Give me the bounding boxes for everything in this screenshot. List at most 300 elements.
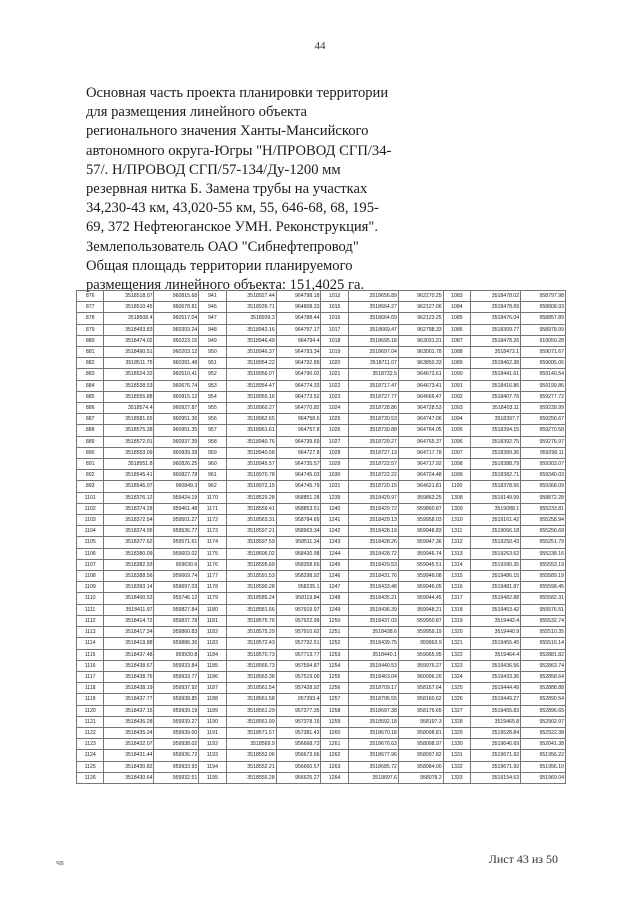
x-coordinate-cell: 3519161.42 bbox=[470, 515, 520, 526]
point-number-cell: 1189 bbox=[199, 705, 226, 716]
table-row bbox=[77, 470, 566, 481]
x-coordinate-cell: 3518664.27 bbox=[348, 302, 398, 313]
x-coordinate-cell: 3518382.93 bbox=[104, 559, 154, 570]
y-coordinate-cell: 959938.85 bbox=[154, 694, 199, 705]
point-number-cell: 1088 bbox=[443, 347, 470, 358]
point-number-cell: 1109 bbox=[77, 582, 104, 593]
x-coordinate-cell: 3518437.15 bbox=[104, 705, 154, 716]
x-coordinate-cell: 3519263.62 bbox=[470, 548, 520, 559]
y-coordinate-cell: 958298.92 bbox=[276, 571, 321, 582]
point-number-cell: 1020 bbox=[321, 358, 348, 369]
y-coordinate-cell: 960951.36 bbox=[154, 414, 199, 425]
x-coordinate-cell: 3519154.63 bbox=[470, 772, 520, 783]
point-number-cell: 1264 bbox=[321, 772, 348, 783]
point-number-cell: 878 bbox=[77, 313, 104, 324]
x-coordinate-cell: 3518946.37 bbox=[226, 347, 276, 358]
point-number-cell: 1253 bbox=[321, 649, 348, 660]
y-coordinate-cell: 964621.81 bbox=[398, 481, 443, 492]
x-coordinate-cell: 3518572.01 bbox=[104, 436, 154, 447]
point-number-cell: 1025 bbox=[321, 414, 348, 425]
y-coordinate-cell: 964745.79 bbox=[276, 481, 321, 492]
table-row bbox=[77, 559, 566, 570]
point-number-cell: 1195 bbox=[199, 772, 226, 783]
table-row bbox=[77, 369, 566, 380]
point-number-cell: 1244 bbox=[321, 548, 348, 559]
point-number-cell: 885 bbox=[77, 391, 104, 402]
x-coordinate-cell: 3518669.47 bbox=[348, 324, 398, 335]
point-number-cell: 1326 bbox=[443, 694, 470, 705]
y-coordinate-cell: 958797.98 bbox=[521, 291, 566, 302]
y-coordinate-cell: 959071.67 bbox=[521, 347, 566, 358]
point-number-cell: 1094 bbox=[443, 414, 470, 425]
point-number-cell: 958 bbox=[199, 436, 226, 447]
x-coordinate-cell: 3518392.75 bbox=[470, 436, 520, 447]
x-coordinate-cell: 3518429.13 bbox=[348, 515, 398, 526]
y-coordinate-cell: 955251.79 bbox=[521, 537, 566, 548]
point-number-cell: 952 bbox=[199, 369, 226, 380]
page-number: 44 bbox=[314, 40, 326, 52]
x-coordinate-cell: 3518429.72 bbox=[348, 503, 398, 514]
point-number-cell: 946 bbox=[199, 302, 226, 313]
point-number-cell: 893 bbox=[77, 481, 104, 492]
point-number-cell: 960 bbox=[199, 459, 226, 470]
x-coordinate-cell: 3518389.36 bbox=[470, 447, 520, 458]
x-coordinate-cell: 3518478.26 bbox=[470, 335, 520, 346]
y-coordinate-cell: 958078.2 bbox=[398, 772, 443, 783]
point-number-cell: 1117 bbox=[77, 671, 104, 682]
x-coordinate-cell: 3518388.56 bbox=[104, 571, 154, 582]
x-coordinate-cell: 3518380.09 bbox=[104, 548, 154, 559]
table-row bbox=[77, 447, 566, 458]
y-coordinate-cell: 958098.97 bbox=[398, 739, 443, 750]
point-number-cell: 1024 bbox=[321, 403, 348, 414]
y-coordinate-cell: 951956.10 bbox=[521, 761, 566, 772]
y-coordinate-cell: 959501.27 bbox=[154, 515, 199, 526]
y-coordinate-cell: 964739.69 bbox=[276, 436, 321, 447]
point-number-cell: 887 bbox=[77, 414, 104, 425]
y-coordinate-cell: 959963.9 bbox=[398, 638, 443, 649]
x-coordinate-cell: 3518429.53 bbox=[348, 559, 398, 570]
point-number-cell: 1086 bbox=[443, 324, 470, 335]
x-coordinate-cell: 3518597.59 bbox=[226, 537, 276, 548]
point-number-cell: 1124 bbox=[77, 750, 104, 761]
point-number-cell: 876 bbox=[77, 291, 104, 302]
y-coordinate-cell: 958098.81 bbox=[398, 727, 443, 738]
point-number-cell: 962 bbox=[199, 481, 226, 492]
point-number-cell: 1239 bbox=[321, 492, 348, 503]
point-number-cell: 1317 bbox=[443, 593, 470, 604]
title-line: Землепользователь ОАО "Сибнефтепровод" bbox=[86, 238, 359, 255]
table-row bbox=[77, 627, 566, 638]
table-row bbox=[77, 358, 566, 369]
x-coordinate-cell: 3519066.18 bbox=[470, 526, 520, 537]
y-coordinate-cell: 952858.64 bbox=[521, 671, 566, 682]
y-coordinate-cell: 957428.92 bbox=[276, 683, 321, 694]
x-coordinate-cell: 3518563.38 bbox=[226, 671, 276, 682]
x-coordinate-cell: 3518972.15 bbox=[226, 481, 276, 492]
x-coordinate-cell: 3518730.88 bbox=[348, 425, 398, 436]
point-number-cell: 1096 bbox=[443, 436, 470, 447]
table-row bbox=[77, 291, 566, 302]
point-number-cell: 888 bbox=[77, 425, 104, 436]
x-coordinate-cell: 3518595.69 bbox=[226, 559, 276, 570]
y-coordinate-cell: 960391.48 bbox=[154, 358, 199, 369]
y-coordinate-cell: 964728.53 bbox=[398, 403, 443, 414]
x-coordinate-cell: 3518581.65 bbox=[104, 414, 154, 425]
y-coordinate-cell: 957519.00 bbox=[276, 671, 321, 682]
x-coordinate-cell: 3518417.34 bbox=[104, 627, 154, 638]
y-coordinate-cell: 955553.19 bbox=[521, 559, 566, 570]
y-coordinate-cell: 959948.83 bbox=[398, 526, 443, 537]
point-number-cell: 1313 bbox=[443, 548, 470, 559]
x-coordinate-cell: 3518463.04 bbox=[348, 671, 398, 682]
x-coordinate-cell: 3518561.54 bbox=[226, 683, 276, 694]
x-coordinate-cell: 3518720.15 bbox=[348, 481, 398, 492]
point-number-cell: 951 bbox=[199, 358, 226, 369]
table-row bbox=[77, 772, 566, 783]
point-number-cell: 1021 bbox=[321, 369, 348, 380]
point-number-cell: 1308 bbox=[443, 492, 470, 503]
x-coordinate-cell: 3518552.06 bbox=[226, 750, 276, 761]
y-coordinate-cell: 960517.04 bbox=[154, 313, 199, 324]
x-coordinate-cell: 3518695.18 bbox=[348, 335, 398, 346]
y-coordinate-cell: 959863.25 bbox=[398, 492, 443, 503]
x-coordinate-cell: 3518510.45 bbox=[104, 302, 154, 313]
y-coordinate-cell: 959536.77 bbox=[154, 526, 199, 537]
y-coordinate-cell: 958978.99 bbox=[521, 324, 566, 335]
x-coordinate-cell: 3518961.61 bbox=[226, 425, 276, 436]
x-coordinate-cell: 3519646.69 bbox=[470, 739, 520, 750]
x-coordinate-cell: 3518430.82 bbox=[104, 761, 154, 772]
x-coordinate-cell: 3518493.83 bbox=[104, 324, 154, 335]
y-coordinate-cell: 958097.82 bbox=[398, 750, 443, 761]
y-coordinate-cell: 963001.78 bbox=[398, 347, 443, 358]
y-coordinate-cell: 959939.00 bbox=[154, 727, 199, 738]
x-coordinate-cell: 3518561.29 bbox=[226, 705, 276, 716]
point-number-cell: 1027 bbox=[321, 436, 348, 447]
x-coordinate-cell: 3518437.03 bbox=[348, 615, 398, 626]
x-coordinate-cell: 3518722.22 bbox=[348, 470, 398, 481]
x-coordinate-cell: 3519528.84 bbox=[470, 727, 520, 738]
point-number-cell: 1114 bbox=[77, 638, 104, 649]
y-coordinate-cell: 952863.74 bbox=[521, 660, 566, 671]
x-coordinate-cell: 3518597.21 bbox=[226, 526, 276, 537]
x-coordinate-cell: 3519088.1 bbox=[470, 503, 520, 514]
x-coordinate-cell: 3518430.64 bbox=[104, 772, 154, 783]
y-coordinate-cell: 958235.1 bbox=[276, 582, 321, 593]
y-coordinate-cell: 955532.74 bbox=[521, 615, 566, 626]
y-coordinate-cell: 959946.74 bbox=[398, 548, 443, 559]
x-coordinate-cell: 3518474.02 bbox=[104, 335, 154, 346]
point-number-cell: 1249 bbox=[321, 604, 348, 615]
y-coordinate-cell: 964758.6 bbox=[276, 414, 321, 425]
point-number-cell: 1018 bbox=[321, 335, 348, 346]
point-number-cell: 1243 bbox=[321, 537, 348, 548]
y-coordinate-cell: 957594.87 bbox=[276, 660, 321, 671]
y-coordinate-cell: 955256.69 bbox=[521, 526, 566, 537]
y-coordinate-cell: 959860.83 bbox=[154, 627, 199, 638]
y-coordinate-cell: 959860.87 bbox=[398, 503, 443, 514]
point-number-cell: 1327 bbox=[443, 705, 470, 716]
table-row bbox=[77, 716, 566, 727]
table-row bbox=[77, 414, 566, 425]
point-number-cell: 1310 bbox=[443, 515, 470, 526]
x-coordinate-cell: 3518590.28 bbox=[226, 582, 276, 593]
point-number-cell: 1093 bbox=[443, 403, 470, 414]
y-coordinate-cell: 959827.84 bbox=[154, 604, 199, 615]
y-coordinate-cell: 959947.36 bbox=[398, 537, 443, 548]
point-number-cell: 1319 bbox=[443, 615, 470, 626]
y-coordinate-cell: 959946.05 bbox=[398, 582, 443, 593]
x-coordinate-cell: 3519449.27 bbox=[470, 694, 520, 705]
y-coordinate-cell: 959933.93 bbox=[154, 761, 199, 772]
x-coordinate-cell: 3518508.4 bbox=[104, 313, 154, 324]
point-number-cell: 1084 bbox=[443, 302, 470, 313]
y-coordinate-cell: 956660.57 bbox=[276, 761, 321, 772]
x-coordinate-cell: 3518730.53 bbox=[348, 414, 398, 425]
x-coordinate-cell: 3518478.02 bbox=[470, 291, 520, 302]
x-coordinate-cell: 3518561.99 bbox=[226, 716, 276, 727]
y-coordinate-cell: 960815.68 bbox=[154, 291, 199, 302]
table-row bbox=[77, 660, 566, 671]
y-coordinate-cell: 956625.27 bbox=[276, 772, 321, 783]
y-coordinate-cell: 959276.97 bbox=[521, 436, 566, 447]
point-number-cell: 1177 bbox=[199, 571, 226, 582]
table-row bbox=[77, 727, 566, 738]
point-number-cell: 1309 bbox=[443, 503, 470, 514]
y-coordinate-cell: 964673.61 bbox=[398, 369, 443, 380]
y-coordinate-cell: 959930.8 bbox=[154, 649, 199, 660]
x-coordinate-cell: 3518462.38 bbox=[470, 358, 520, 369]
y-coordinate-cell: 952902.97 bbox=[521, 716, 566, 727]
x-coordinate-cell: 3518555.88 bbox=[104, 391, 154, 402]
point-number-cell: 1186 bbox=[199, 671, 226, 682]
point-number-cell: 1248 bbox=[321, 593, 348, 604]
point-number-cell: 1098 bbox=[443, 459, 470, 470]
table-row bbox=[77, 436, 566, 447]
y-coordinate-cell: 959958.03 bbox=[398, 515, 443, 526]
point-number-cell: 1188 bbox=[199, 694, 226, 705]
y-coordinate-cell: 964745.03 bbox=[276, 470, 321, 481]
y-coordinate-cell: 964798.18 bbox=[276, 291, 321, 302]
point-number-cell: 1100 bbox=[443, 481, 470, 492]
title-line: Общая площадь территории планируемого bbox=[86, 257, 353, 274]
x-coordinate-cell: 3518575.38 bbox=[104, 425, 154, 436]
point-number-cell: 1031 bbox=[321, 481, 348, 492]
x-coordinate-cell: 3518511.75 bbox=[104, 358, 154, 369]
y-coordinate-cell: 964808.33 bbox=[276, 302, 321, 313]
y-coordinate-cell: 959199.86 bbox=[521, 380, 566, 391]
point-number-cell: 1255 bbox=[321, 671, 348, 682]
sheet-label: Лист 43 из 50 bbox=[488, 852, 558, 866]
point-number-cell: 1085 bbox=[443, 313, 470, 324]
y-coordinate-cell: 952041.38 bbox=[521, 739, 566, 750]
point-number-cell: 1322 bbox=[443, 649, 470, 660]
y-coordinate-cell: 958853.51 bbox=[276, 503, 321, 514]
point-number-cell: 1257 bbox=[321, 694, 348, 705]
y-coordinate-cell: 957713.77 bbox=[276, 649, 321, 660]
point-number-cell: 1015 bbox=[321, 302, 348, 313]
x-coordinate-cell: 3518428.72 bbox=[348, 548, 398, 559]
x-coordinate-cell: 3518309.77 bbox=[470, 324, 520, 335]
y-coordinate-cell: 959603.02 bbox=[154, 548, 199, 559]
point-number-cell: 1193 bbox=[199, 750, 226, 761]
point-number-cell: 956 bbox=[199, 414, 226, 425]
point-number-cell: 884 bbox=[77, 380, 104, 391]
x-coordinate-cell: 3518677.96 bbox=[348, 750, 398, 761]
x-coordinate-cell: 3518538.53 bbox=[104, 380, 154, 391]
y-coordinate-cell: 955598.45 bbox=[521, 582, 566, 593]
y-coordinate-cell: 957922.99 bbox=[276, 615, 321, 626]
point-number-cell: 1095 bbox=[443, 425, 470, 436]
x-coordinate-cell: 3518374.95 bbox=[104, 526, 154, 537]
x-coordinate-cell: 3518732.5 bbox=[348, 369, 398, 380]
title-line: регионального значения Ханты-Мансийского bbox=[86, 123, 369, 140]
point-number-cell: 1111 bbox=[77, 604, 104, 615]
y-coordinate-cell: 964788.44 bbox=[276, 313, 321, 324]
x-coordinate-cell: 3518697.04 bbox=[348, 347, 398, 358]
x-coordinate-cell: 3518518.07 bbox=[104, 291, 154, 302]
x-coordinate-cell: 3518697.6 bbox=[348, 772, 398, 783]
document-title bbox=[86, 84, 406, 295]
y-coordinate-cell: 958119.84 bbox=[276, 593, 321, 604]
y-coordinate-cell: 960827.78 bbox=[154, 470, 199, 481]
point-number-cell: 1110 bbox=[77, 593, 104, 604]
y-coordinate-cell: 960927.87 bbox=[154, 403, 199, 414]
point-number-cell: 1318 bbox=[443, 604, 470, 615]
title-line: 34,230-43 км, 43,020-55 км, 55, 646-68, 68, 195- bbox=[86, 200, 379, 217]
y-coordinate-cell: 958358.65 bbox=[276, 559, 321, 570]
y-coordinate-cell: 959965.95 bbox=[398, 649, 443, 660]
x-coordinate-cell: 3518954.47 bbox=[226, 380, 276, 391]
point-number-cell: 1101 bbox=[77, 492, 104, 503]
point-number-cell: 1263 bbox=[321, 761, 348, 772]
x-coordinate-cell: 3518656.89 bbox=[348, 291, 398, 302]
x-coordinate-cell: 3518556.28 bbox=[226, 772, 276, 783]
point-number-cell: 1103 bbox=[77, 515, 104, 526]
x-coordinate-cell: 3518429.97 bbox=[348, 492, 398, 503]
y-coordinate-cell: 959944.45 bbox=[398, 593, 443, 604]
point-number-cell: 1323 bbox=[443, 660, 470, 671]
point-number-cell: 1181 bbox=[199, 615, 226, 626]
point-number-cell: 883 bbox=[77, 369, 104, 380]
x-coordinate-cell: 3518394.15 bbox=[470, 425, 520, 436]
y-coordinate-cell: 960849.3 bbox=[154, 481, 199, 492]
y-coordinate-cell: 959933.84 bbox=[154, 660, 199, 671]
y-coordinate-cell: 964717.92 bbox=[398, 459, 443, 470]
y-coordinate-cell: 960510.41 bbox=[154, 369, 199, 380]
table-row bbox=[77, 503, 566, 514]
table-row bbox=[77, 515, 566, 526]
y-coordinate-cell: 951969.04 bbox=[521, 772, 566, 783]
x-coordinate-cell: 3518685.72 bbox=[348, 761, 398, 772]
x-coordinate-cell: 3518472.1 bbox=[470, 347, 520, 358]
x-coordinate-cell: 3518545.41 bbox=[104, 470, 154, 481]
x-coordinate-cell: 3518372.54 bbox=[104, 515, 154, 526]
x-coordinate-cell: 3518414.72 bbox=[104, 615, 154, 626]
x-coordinate-cell: 3519440.9 bbox=[470, 627, 520, 638]
point-number-cell: 1030 bbox=[321, 470, 348, 481]
point-number-cell: 1105 bbox=[77, 537, 104, 548]
x-coordinate-cell: 3519464.4 bbox=[470, 649, 520, 660]
y-coordinate-cell: 951956.22 bbox=[521, 750, 566, 761]
x-coordinate-cell: 3519442.4 bbox=[470, 615, 520, 626]
y-coordinate-cell: 960839.28 bbox=[154, 447, 199, 458]
y-coordinate-cell: 959277.72 bbox=[521, 391, 566, 402]
point-number-cell: 959 bbox=[199, 447, 226, 458]
table-row bbox=[77, 593, 566, 604]
y-coordinate-cell: 959571.61 bbox=[154, 537, 199, 548]
x-coordinate-cell: 3518722.57 bbox=[348, 459, 398, 470]
x-coordinate-cell: 3518416.86 bbox=[470, 380, 520, 391]
x-coordinate-cell: 3518437.77 bbox=[104, 694, 154, 705]
point-number-cell: 1121 bbox=[77, 716, 104, 727]
y-coordinate-cell: 964774.33 bbox=[276, 380, 321, 391]
x-coordinate-cell: 3519250.43 bbox=[470, 537, 520, 548]
y-coordinate-cell: 958176.65 bbox=[398, 705, 443, 716]
point-number-cell: 1258 bbox=[321, 705, 348, 716]
point-number-cell: 961 bbox=[199, 470, 226, 481]
y-coordinate-cell: 959939.27 bbox=[154, 716, 199, 727]
y-coordinate-cell: 955516.14 bbox=[521, 638, 566, 649]
point-number-cell: 890 bbox=[77, 447, 104, 458]
x-coordinate-cell: 3518438.76 bbox=[104, 671, 154, 682]
x-coordinate-cell: 3518940.58 bbox=[226, 447, 276, 458]
point-number-cell: 1089 bbox=[443, 358, 470, 369]
point-number-cell: 1312 bbox=[443, 537, 470, 548]
table-row bbox=[77, 380, 566, 391]
x-coordinate-cell: 3518954.22 bbox=[226, 358, 276, 369]
x-coordinate-cell: 3519671.92 bbox=[470, 761, 520, 772]
y-coordinate-cell: 958851.28 bbox=[276, 492, 321, 503]
y-coordinate-cell: 959976.27 bbox=[398, 660, 443, 671]
point-number-cell: 886 bbox=[77, 403, 104, 414]
x-coordinate-cell: 3518438.19 bbox=[104, 683, 154, 694]
y-coordinate-cell: 959298.11 bbox=[521, 447, 566, 458]
point-number-cell: 1113 bbox=[77, 627, 104, 638]
point-number-cell: 954 bbox=[199, 391, 226, 402]
x-coordinate-cell: 3518962.65 bbox=[226, 414, 276, 425]
y-coordinate-cell: 958857.89 bbox=[521, 313, 566, 324]
x-coordinate-cell: 3518581.56 bbox=[226, 604, 276, 615]
table-row bbox=[77, 324, 566, 335]
table-row bbox=[77, 649, 566, 660]
y-coordinate-cell: 964797.17 bbox=[276, 324, 321, 335]
table-row bbox=[77, 459, 566, 470]
table-row bbox=[77, 582, 566, 593]
point-number-cell: 1106 bbox=[77, 548, 104, 559]
y-coordinate-cell: 959340.03 bbox=[521, 470, 566, 481]
point-number-cell: 1122 bbox=[77, 727, 104, 738]
x-coordinate-cell: 3518571.57 bbox=[226, 727, 276, 738]
y-coordinate-cell: 955510.35 bbox=[521, 627, 566, 638]
table-row bbox=[77, 694, 566, 705]
point-number-cell: 1331 bbox=[443, 750, 470, 761]
point-number-cell: 1329 bbox=[443, 727, 470, 738]
x-coordinate-cell: 3518411.97 bbox=[104, 604, 154, 615]
point-number-cell: 1190 bbox=[199, 716, 226, 727]
y-coordinate-cell: 960393.24 bbox=[154, 324, 199, 335]
point-number-cell: 1330 bbox=[443, 739, 470, 750]
y-coordinate-cell: 958157.64 bbox=[398, 683, 443, 694]
y-coordinate-cell: 959959.19 bbox=[398, 627, 443, 638]
x-coordinate-cell: 3518729.27 bbox=[348, 436, 398, 447]
point-number-cell: 1107 bbox=[77, 559, 104, 570]
y-coordinate-cell: 964673.41 bbox=[398, 380, 443, 391]
x-coordinate-cell: 3518476.04 bbox=[470, 313, 520, 324]
x-coordinate-cell: 3519280.35 bbox=[470, 559, 520, 570]
y-coordinate-cell: 958872.28 bbox=[521, 492, 566, 503]
